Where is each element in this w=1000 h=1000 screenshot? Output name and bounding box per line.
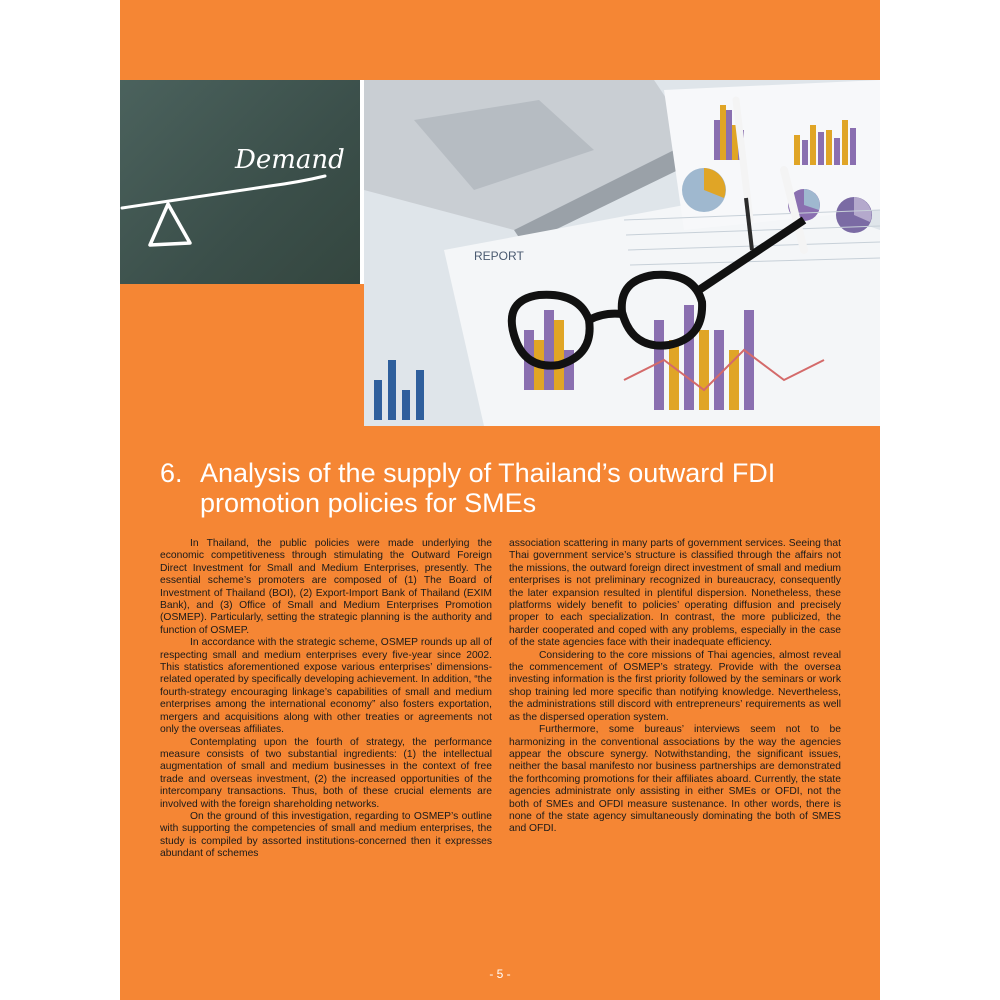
paragraph: Contemplating upon the fourth of strategy, the performance measure consists of two substantial ingredients: (1) the intellectual augmentation of small and medium businesses in the context of free trade and overseas investment, (2) the increased opportunities of the intercompany transactions. Thus, both of these crucial elements are involved with the foreign shareholding networks. xyxy=(160,736,492,810)
section-title-line-1: Analysis of the supply of Thailand’s outward FDI xyxy=(200,458,776,488)
page-number: - 5 - xyxy=(489,967,511,981)
paragraph: Considering to the core missions of Thai agencies, almost reveal the commencement of OSMEP’s strategy. Provide with the oversea investing information is the first priority followed by the seminars or work shop training led more specific than notifying knowledge. Nevertheless, the administrations still discord with entrepreneurs’ requirements as well as the dispersed operation system. xyxy=(509,649,841,723)
left-column xyxy=(160,538,492,861)
section-title-line-2: promotion policies for SMEs xyxy=(200,488,537,518)
paragraph: On the ground of this investigation, regarding to OSMEP’s outline with supporting the competencies of small and medium enterprises, the study is compiled by assorted institutions-concerned then it expresses abundant of schemes xyxy=(160,810,492,860)
chalk-word: Demand xyxy=(235,145,345,175)
paragraph: In accordance with the strategic scheme, OSMEP rounds up all of respecting small and medium enterprises every five-year since 2002. This statistics aforementioned expose various enterprises’ dimensions-related operated by specifically developing achievement. In addition, “the fourth-strategy encouraging linkage’s capabilities of small and medium enterprises among the international economy” also fosters exportation, mergers and acquisitions along with other treaties or agreements not only the overseas affiliates. xyxy=(160,637,492,736)
section-number: 6. xyxy=(160,458,183,488)
right-column xyxy=(509,538,841,836)
report-image xyxy=(364,80,880,426)
paragraph: Furthermore, some bureaus’ interviews seem not to be harmonizing in the conventional associations by the way the agencies appear the obscure synergy. Notwithstanding, the significant issues, neither the basal manifesto nor business partnerships are demonstrated the forthcoming promotions for their affiliates aboard. Currently, the state agencies administrate only assisting in either SMEs or OFDI, not the both of SMEs and OFDI measure sustenance. In other words, there is none of the state agency simultaneously dominating the both of SMES and OFDI. xyxy=(509,724,841,835)
report-label: REPORT xyxy=(474,249,524,263)
paragraph: In Thailand, the public policies were made underlying the economic competitiveness through stimulating the Outward Foreign Direct Investment for Small and Medium Enterprises, presently. The essential scheme’s promoters are composed of (1) The Board of Investment of Thailand (BOI), (2) Export-Import Bank of Thailand (EXIM Bank), and (3) Office of Small and Medium Enterprises Promotion (OSMEP). Particularly, setting the strategic planning is the authority and function of OSMEP. xyxy=(160,538,492,636)
chalkboard-image xyxy=(120,80,360,284)
orange-block xyxy=(120,284,364,426)
paragraph: association scattering in many parts of government services. Seeing that Thai government service’s structure is classified through the affairs not the missions, the outward foreign direct investment of small and medium enterprises is not preliminary recognized in bureaucracy, consequently the later expansion resulted in plentiful dispersion. Nonetheless, these platforms widely benefit to policies’ operating diffusion and precisely proper to each specialization. In contrast, the more publicized, the harder cooperated and coped with any problems, especially in the case of the state agencies face with their inadequate efficiency. xyxy=(509,538,841,649)
